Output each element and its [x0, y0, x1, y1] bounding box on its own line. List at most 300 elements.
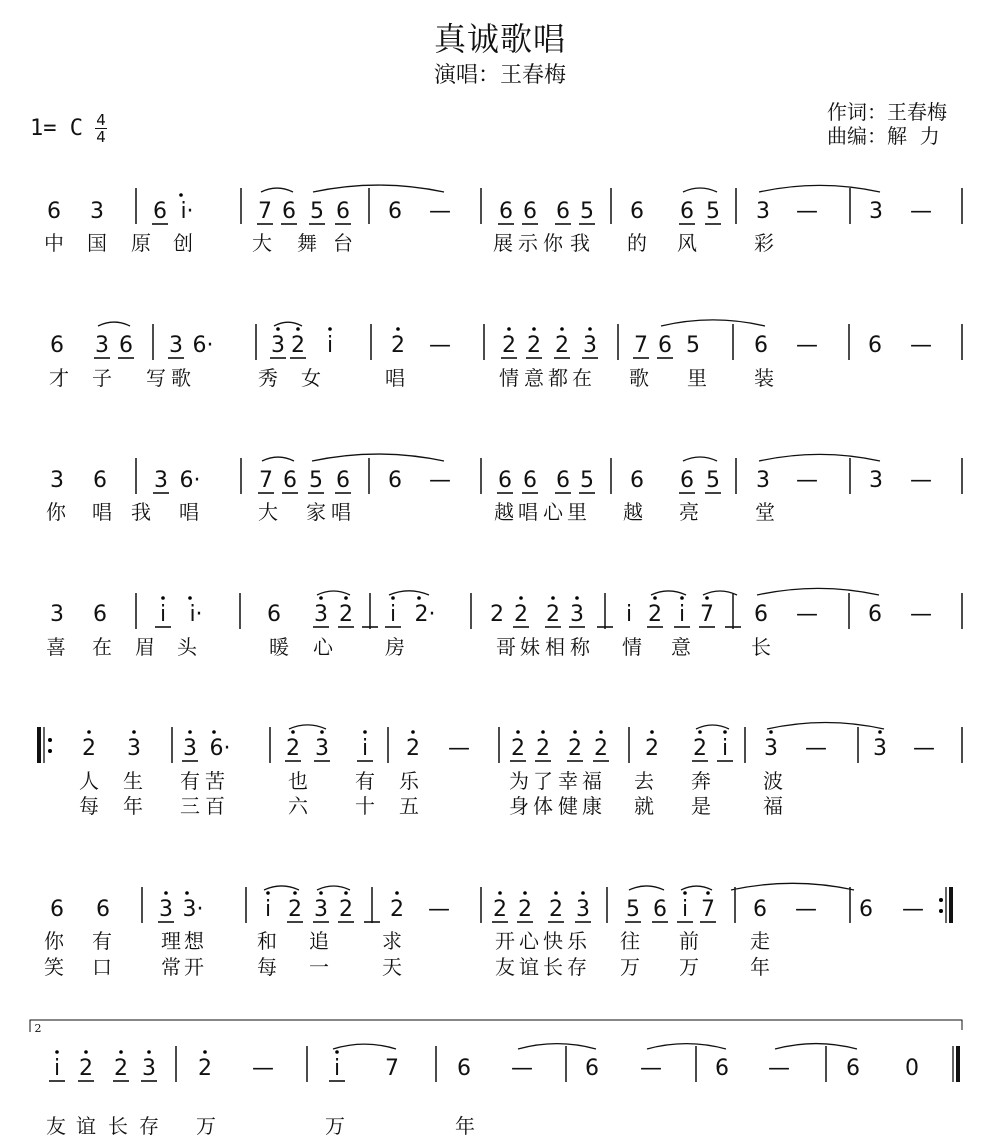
- note: 6: [283, 468, 297, 493]
- tie-line-3-2: [312, 454, 444, 461]
- lyric-syllable: 原: [131, 231, 151, 255]
- note: 3: [583, 333, 597, 358]
- note: —: [429, 199, 451, 224]
- lyric-syllable: 大: [258, 500, 278, 524]
- octave-dot-high: [395, 891, 399, 895]
- lyric-syllable: 歌: [171, 366, 191, 390]
- lyric-syllable: 长: [108, 1114, 128, 1138]
- note: —: [252, 1056, 274, 1081]
- lyric-syllable: 家: [306, 500, 326, 524]
- octave-dot-high: [293, 891, 297, 895]
- note: 2: [198, 1056, 212, 1081]
- note: —: [796, 468, 818, 493]
- note: 5: [580, 468, 594, 493]
- lyric-syllable: 有: [180, 769, 200, 793]
- tie-line-1-4: [759, 185, 880, 192]
- octave-dot-high: [680, 596, 684, 600]
- note: 3: [315, 736, 329, 761]
- lyric-syllable: 人: [79, 769, 99, 793]
- note: 2·: [414, 602, 436, 627]
- lyric-syllable: 五: [399, 794, 419, 818]
- note: 5: [686, 333, 700, 358]
- note: 3: [169, 333, 183, 358]
- octave-dot-high: [335, 1050, 339, 1054]
- note: 3: [869, 468, 883, 493]
- lyric-syllable: 风: [677, 231, 697, 255]
- lyric-syllable: 创: [173, 231, 193, 255]
- lyric-syllable: 往: [620, 929, 640, 953]
- note: 2: [645, 736, 659, 761]
- key-signature: 1= C: [30, 116, 83, 141]
- octave-dot-high: [328, 327, 332, 331]
- note: 6: [523, 199, 537, 224]
- lyric-syllable: 乐: [567, 929, 587, 953]
- lyric-syllable: 相: [545, 635, 565, 659]
- lyric-syllable: 大: [252, 231, 272, 255]
- note: 3: [95, 333, 109, 358]
- lyric-syllable: 每: [79, 794, 99, 818]
- note: 2: [82, 736, 96, 761]
- lyric-syllable: 越: [494, 500, 514, 524]
- octave-dot-high: [769, 730, 773, 734]
- note: 6: [859, 897, 873, 922]
- lyric-syllable: 歌: [629, 366, 649, 390]
- lyric-syllable: 在: [572, 366, 592, 390]
- lyric-syllable: 心: [313, 635, 333, 659]
- lyric-syllable: 子: [92, 366, 112, 390]
- final-barline-thick: [956, 1046, 960, 1082]
- note: 3: [756, 468, 770, 493]
- note: 2: [518, 897, 532, 922]
- note: i: [678, 602, 686, 627]
- note: 6: [96, 897, 110, 922]
- lyric-syllable: 前: [679, 929, 699, 953]
- note: 6: [499, 199, 513, 224]
- note: 5: [626, 897, 640, 922]
- lyric-syllable: 里: [567, 500, 587, 524]
- tie-line-6-1: [264, 886, 299, 890]
- note: —: [640, 1056, 662, 1081]
- octave-dot-high: [132, 730, 136, 734]
- note: 2: [511, 736, 525, 761]
- note: 2: [288, 897, 302, 922]
- tie-line-4-3: [651, 591, 686, 595]
- note: i: [333, 1056, 341, 1081]
- time-signature-numerator: 4: [96, 111, 106, 129]
- note: 6: [93, 602, 107, 627]
- time-signature-denominator: 4: [96, 128, 106, 146]
- octave-dot-high: [185, 891, 189, 895]
- lyric-syllable: 为: [509, 769, 529, 793]
- tie-line-1-1: [261, 188, 293, 192]
- tie-line-5-2: [696, 725, 729, 729]
- octave-dot-high: [575, 596, 579, 600]
- octave-dot-high: [147, 1050, 151, 1054]
- lyric-syllable: 年: [750, 955, 770, 979]
- lyric-syllable: 求: [382, 929, 402, 953]
- octave-dot-high: [723, 730, 727, 734]
- lyric-syllable: 头: [177, 635, 197, 659]
- note: 2: [286, 736, 300, 761]
- octave-dot-high: [588, 327, 592, 331]
- note: —: [913, 736, 935, 761]
- tie-line-5-3: [767, 722, 884, 729]
- note: 7: [258, 199, 272, 224]
- tie-line-2-2: [274, 322, 302, 326]
- lyric-syllable: 的: [627, 231, 647, 255]
- note: 6: [680, 468, 694, 493]
- note: 3: [183, 736, 197, 761]
- note: 6: [754, 602, 768, 627]
- repeat-end-thick: [949, 887, 953, 923]
- note: 2: [594, 736, 608, 761]
- lyric-syllable: 唱: [518, 500, 538, 524]
- lyric-syllable: 万: [679, 955, 699, 979]
- lyric-syllable: 写: [146, 366, 166, 390]
- octave-dot-high: [164, 891, 168, 895]
- note: 6: [658, 333, 672, 358]
- note: —: [429, 468, 451, 493]
- lyric-syllable: 长: [543, 955, 563, 979]
- note: 2: [502, 333, 516, 358]
- note: i: [159, 602, 167, 627]
- octave-dot-high: [599, 730, 603, 734]
- lyric-syllable: 去: [634, 769, 654, 793]
- lyric-syllable: 在: [92, 635, 112, 659]
- lyric-syllable: 笑: [44, 955, 64, 979]
- note: 5: [309, 468, 323, 493]
- note: 6: [50, 333, 64, 358]
- tie-line-6-2: [317, 886, 350, 890]
- note: 6: [119, 333, 133, 358]
- note: i: [721, 736, 729, 761]
- lyric-syllable: 年: [123, 794, 143, 818]
- note: 2: [514, 602, 528, 627]
- lyric-syllable: 万: [325, 1114, 345, 1138]
- lyric-syllable: 万: [196, 1114, 216, 1138]
- tie-line-7-3: [647, 1044, 726, 1049]
- lyric-syllable: 福: [582, 769, 602, 793]
- lyric-syllable: 唱: [92, 500, 112, 524]
- lyric-syllable: 意: [671, 635, 691, 659]
- lyric-syllable: 天: [382, 955, 402, 979]
- tie-line-3-3: [683, 457, 717, 461]
- octave-dot-high: [391, 596, 395, 600]
- lyric-syllable: 你: [44, 929, 64, 953]
- lyric-syllable: 康: [582, 794, 602, 818]
- note: 6: [630, 199, 644, 224]
- lyric-syllable: 中: [44, 231, 64, 255]
- note: 7: [701, 897, 715, 922]
- octave-dot-high: [320, 730, 324, 734]
- octave-dot-high: [396, 327, 400, 331]
- lyric-syllable: 房: [385, 635, 405, 659]
- note: —: [910, 602, 932, 627]
- note: 6: [630, 468, 644, 493]
- lyric-syllable: 苦: [205, 769, 225, 793]
- octave-dot-high: [560, 327, 564, 331]
- lyric-syllable: 暖: [269, 635, 289, 659]
- volta-bracket: [30, 1020, 962, 1032]
- lyric-syllable: 唱: [385, 366, 405, 390]
- repeat-start-thick: [37, 727, 41, 763]
- lyric-syllable: 越: [623, 500, 643, 524]
- lyric-syllable: 里: [687, 366, 707, 390]
- note: 2: [546, 602, 560, 627]
- lyric-syllable: 喜: [46, 635, 66, 659]
- octave-dot-high: [179, 193, 183, 197]
- note: i: [681, 897, 689, 922]
- lyric-syllable: 装: [754, 366, 774, 390]
- octave-dot-high: [417, 596, 421, 600]
- note: 3: [756, 199, 770, 224]
- note: 3: [576, 897, 590, 922]
- octave-dot-high: [119, 1050, 123, 1054]
- octave-dot-high: [266, 891, 270, 895]
- lyric-syllable: 生: [123, 769, 143, 793]
- tie-line-6-3: [629, 886, 664, 890]
- octave-dot-high: [507, 327, 511, 331]
- tie-line-1-3: [683, 188, 717, 192]
- octave-dot-high: [519, 596, 523, 600]
- note: 6: [753, 897, 767, 922]
- lyric-syllable: 友: [495, 955, 515, 979]
- tie-line-6-5: [731, 883, 854, 890]
- lyric-syllable: 福: [763, 794, 783, 818]
- lyric-syllable: 走: [750, 929, 770, 953]
- note: i·: [189, 602, 203, 627]
- lyric-syllable: 开: [495, 929, 515, 953]
- octave-dot-high: [319, 596, 323, 600]
- lyric-syllable: 情: [499, 366, 519, 390]
- octave-dot-high: [84, 1050, 88, 1054]
- note: 3: [314, 602, 328, 627]
- lyric-syllable: 情: [622, 635, 642, 659]
- repeat-dot: [48, 738, 52, 742]
- note: —: [796, 602, 818, 627]
- lyric-syllable: 秀: [258, 366, 278, 390]
- note: —: [910, 333, 932, 358]
- octave-dot-high: [161, 596, 165, 600]
- lyric-syllable: 有: [92, 929, 112, 953]
- lyric-syllable: 开: [184, 955, 204, 979]
- tie-line-1-2: [313, 185, 444, 192]
- repeat-dot: [939, 898, 943, 902]
- octave-dot-high: [698, 730, 702, 734]
- lyric-syllable: 六: [288, 794, 308, 818]
- note: 3: [764, 736, 778, 761]
- octave-dot-high: [523, 891, 527, 895]
- octave-dot-high: [541, 730, 545, 734]
- lyric-syllable: 幸: [558, 769, 578, 793]
- note: i: [389, 602, 397, 627]
- note: 6: [523, 468, 537, 493]
- note: 2: [568, 736, 582, 761]
- lyric-syllable: 有: [355, 769, 375, 793]
- note: 5: [706, 199, 720, 224]
- lyric-syllable: 谊: [519, 955, 539, 979]
- note: 6: [388, 199, 402, 224]
- note: 6·: [179, 468, 201, 493]
- lyric-syllable: 每: [257, 955, 277, 979]
- tie-line-3-4: [759, 454, 880, 461]
- lyricist-credit: 作词：王春梅: [827, 100, 947, 124]
- note: 6: [282, 199, 296, 224]
- lyric-syllable: 身: [509, 794, 529, 818]
- octave-dot-high: [319, 891, 323, 895]
- lyric-syllable: 意: [524, 366, 544, 390]
- note: i·: [180, 199, 194, 224]
- note: 6: [93, 468, 107, 493]
- tie-line-7-1: [333, 1044, 396, 1049]
- octave-dot-high: [581, 891, 585, 895]
- note: 3: [127, 736, 141, 761]
- tie-line-4-5: [757, 588, 879, 595]
- note: 6·: [192, 333, 214, 358]
- note: 6: [47, 199, 61, 224]
- note: 2: [79, 1056, 93, 1081]
- octave-dot-high: [706, 891, 710, 895]
- note: —: [805, 736, 827, 761]
- lyric-syllable: 健: [558, 794, 578, 818]
- note: 3: [873, 736, 887, 761]
- lyric-syllable: 亮: [679, 500, 699, 524]
- note: 6: [556, 199, 570, 224]
- note: 6: [653, 897, 667, 922]
- repeat-dot: [939, 909, 943, 913]
- lyric-syllable: 我: [570, 231, 590, 255]
- lyric-syllable: 展: [493, 231, 513, 255]
- octave-dot-high: [878, 730, 882, 734]
- note: 7: [259, 468, 273, 493]
- octave-dot-high: [650, 730, 654, 734]
- note: 6: [846, 1056, 860, 1081]
- lyric-syllable: 体: [533, 794, 553, 818]
- note: 6: [680, 199, 694, 224]
- note: 7: [385, 1056, 399, 1081]
- lyric-syllable: 乐: [399, 769, 419, 793]
- octave-dot-high: [276, 327, 280, 331]
- note: 2: [648, 602, 662, 627]
- lyric-syllable: 也: [288, 769, 308, 793]
- octave-dot-high: [532, 327, 536, 331]
- note: 2: [114, 1056, 128, 1081]
- lyric-syllable: 示: [518, 231, 538, 255]
- octave-dot-high: [212, 730, 216, 734]
- lyric-syllable: 友: [46, 1114, 66, 1138]
- tie-line-4-2: [389, 591, 429, 595]
- note: 3: [869, 199, 883, 224]
- lyric-syllable: 你: [543, 231, 563, 255]
- octave-dot-high: [291, 730, 295, 734]
- note: 6: [336, 468, 350, 493]
- note: 2: [549, 897, 563, 922]
- octave-dot-high: [516, 730, 520, 734]
- note: 6: [754, 333, 768, 358]
- tie-line-6-4: [681, 886, 712, 890]
- lyric-syllable: 眉: [135, 635, 155, 659]
- note: —: [796, 199, 818, 224]
- note: 2: [339, 602, 353, 627]
- lyric-syllable: 唱: [331, 500, 351, 524]
- octave-dot-high: [363, 730, 367, 734]
- octave-dot-high: [683, 891, 687, 895]
- note: 2: [339, 897, 353, 922]
- note: 3·: [182, 897, 204, 922]
- lyric-syllable: 妹: [520, 635, 540, 659]
- note: 6: [267, 602, 281, 627]
- lyric-syllable: 百: [205, 794, 225, 818]
- note: 2: [536, 736, 550, 761]
- lyric-syllable: 我: [131, 500, 151, 524]
- note: 0: [905, 1056, 919, 1081]
- lyric-syllable: 波: [763, 769, 783, 793]
- octave-dot-high: [344, 891, 348, 895]
- lyric-syllable: 是: [691, 794, 711, 818]
- octave-dot-high: [411, 730, 415, 734]
- octave-dot-high: [188, 596, 192, 600]
- octave-dot-high: [203, 1050, 207, 1054]
- note: 5: [706, 468, 720, 493]
- note: 2: [391, 333, 405, 358]
- octave-dot-high: [188, 730, 192, 734]
- octave-dot-high: [55, 1050, 59, 1054]
- tie-line-4-4: [703, 591, 737, 595]
- lyric-syllable: 了: [533, 769, 553, 793]
- octave-dot-high: [573, 730, 577, 734]
- volta-number: 2: [34, 1022, 42, 1035]
- octave-dot-high: [344, 596, 348, 600]
- lyric-syllable: 哥: [496, 635, 516, 659]
- note: 3: [570, 602, 584, 627]
- tie-line-7-4: [775, 1044, 857, 1049]
- note: 6: [715, 1056, 729, 1081]
- note: 3: [50, 602, 64, 627]
- note: 3: [50, 468, 64, 493]
- lyric-syllable: 女: [301, 366, 321, 390]
- note: 3: [142, 1056, 156, 1081]
- note: 6: [457, 1056, 471, 1081]
- note: 6: [585, 1056, 599, 1081]
- note: 5: [310, 199, 324, 224]
- lyric-syllable: 台: [333, 231, 353, 255]
- lyric-syllable: 存: [139, 1114, 159, 1138]
- lyric-syllable: 存: [567, 955, 587, 979]
- tie-line-3-1: [262, 457, 294, 461]
- octave-dot-high: [87, 730, 91, 734]
- note: —: [448, 736, 470, 761]
- note: i: [326, 333, 334, 358]
- lyric-syllable: 彩: [754, 231, 774, 255]
- composer-credit: 曲编：解 力: [827, 124, 940, 148]
- note: —: [429, 333, 451, 358]
- note: 6: [153, 199, 167, 224]
- note: i: [264, 897, 272, 922]
- lyric-syllable: 追: [309, 929, 329, 953]
- tie-line-5-1: [289, 725, 326, 729]
- lyric-syllable: 和: [257, 929, 277, 953]
- note: 2: [493, 897, 507, 922]
- lyric-syllable: 堂: [755, 500, 775, 524]
- note: 6: [498, 468, 512, 493]
- note: 2: [406, 736, 420, 761]
- note: 3: [314, 897, 328, 922]
- note: —: [768, 1056, 790, 1081]
- octave-dot-high: [705, 596, 709, 600]
- note: 6: [868, 333, 882, 358]
- note: 3: [90, 199, 104, 224]
- lyric-syllable: 心: [519, 929, 539, 953]
